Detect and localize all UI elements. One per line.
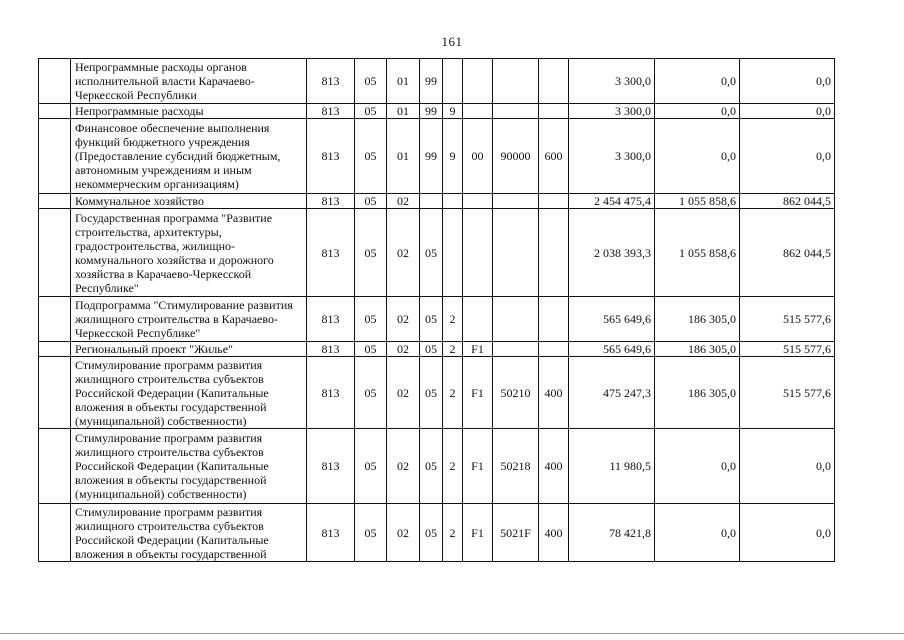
program-code-cell: 05	[420, 342, 443, 357]
amount-year3-cell: 0,0	[740, 59, 835, 104]
direction-code-cell: 90000	[493, 119, 539, 194]
row-index-cell	[39, 194, 71, 209]
amount-year2-cell: 0,0	[655, 504, 740, 562]
project-code-cell	[463, 209, 493, 297]
row-index-cell	[39, 104, 71, 119]
program-code-cell: 99	[420, 119, 443, 194]
amount-year1-cell: 78 421,8	[569, 504, 655, 562]
table-row	[39, 357, 835, 429]
program-code-cell: 05	[420, 504, 443, 562]
table-row	[39, 429, 835, 504]
item-name-cell: Подпрограмма "Стимулирование развития жилищного строительства в Карачаево-Черкесской Республике"	[71, 297, 307, 342]
subsection-code-cell: 02	[387, 209, 420, 297]
amount-year3-cell: 0,0	[740, 104, 835, 119]
ministry-code-cell: 813	[307, 59, 355, 104]
subprogram-code-cell: 9	[443, 119, 463, 194]
amount-year2-cell: 0,0	[655, 104, 740, 119]
subsection-code-cell: 02	[387, 357, 420, 429]
amount-year2-cell: 0,0	[655, 119, 740, 194]
subprogram-code-cell: 2	[443, 357, 463, 429]
ministry-code-cell: 813	[307, 209, 355, 297]
project-code-cell	[463, 194, 493, 209]
item-name-cell: Финансовое обеспечение выполнения функций бюджетного учреждения (Предоставление субсидий бюджетным, автономным учреждениям и иным некоммерческим организациям)	[71, 119, 307, 194]
item-name-cell: Стимулирование программ развития жилищного строительства субъектов Российской Федерации (Капитальные вложения в объекты государственной	[71, 504, 307, 562]
direction-code-cell: 50218	[493, 429, 539, 504]
ministry-code-cell: 813	[307, 357, 355, 429]
subprogram-code-cell: 2	[443, 429, 463, 504]
program-code-cell: 05	[420, 297, 443, 342]
direction-code-cell	[493, 104, 539, 119]
amount-year3-cell: 0,0	[740, 504, 835, 562]
direction-code-cell: 5021F	[493, 504, 539, 562]
table-row	[39, 59, 835, 104]
direction-code-cell	[493, 342, 539, 357]
direction-code-cell	[493, 209, 539, 297]
project-code-cell	[463, 59, 493, 104]
table-row	[39, 297, 835, 342]
project-code-cell	[463, 297, 493, 342]
row-index-cell	[39, 119, 71, 194]
subsection-code-cell: 01	[387, 59, 420, 104]
amount-year1-cell: 565 649,6	[569, 342, 655, 357]
item-name-cell: Непрограммные расходы	[71, 104, 307, 119]
amount-year2-cell: 1 055 858,6	[655, 209, 740, 297]
project-code-cell: F1	[463, 342, 493, 357]
expense-type-cell	[539, 59, 569, 104]
expense-type-cell: 400	[539, 357, 569, 429]
ministry-code-cell: 813	[307, 297, 355, 342]
amount-year2-cell: 186 305,0	[655, 357, 740, 429]
item-name-cell: Государственная программа "Развитие строительства, архитектуры, градостроительства, жилищно-коммунального хозяйства и дорожного хозяйства в Карачаево-Черкесской Республике"	[71, 209, 307, 297]
row-index-cell	[39, 59, 71, 104]
expense-type-cell	[539, 194, 569, 209]
table-row	[39, 504, 835, 562]
amount-year3-cell: 0,0	[740, 119, 835, 194]
item-name-cell: Региональный проект "Жилье"	[71, 342, 307, 357]
amount-year1-cell: 475 247,3	[569, 357, 655, 429]
amount-year2-cell: 186 305,0	[655, 342, 740, 357]
item-name-cell: Стимулирование программ развития жилищного строительства субъектов Российской Федерации (Капитальные вложения в объекты государственной (муниципальной) собственности)	[71, 429, 307, 504]
table-row	[39, 342, 835, 357]
table-row	[39, 119, 835, 194]
item-name-cell: Непрограммные расходы органов исполнительной власти Карачаево-Черкесской Республики	[71, 59, 307, 104]
project-code-cell: 00	[463, 119, 493, 194]
page-bottom-edge	[0, 633, 904, 634]
program-code-cell	[420, 194, 443, 209]
amount-year1-cell: 11 980,5	[569, 429, 655, 504]
amount-year1-cell: 3 300,0	[569, 104, 655, 119]
subprogram-code-cell: 9	[443, 104, 463, 119]
section-code-cell: 05	[355, 504, 387, 562]
row-index-cell	[39, 429, 71, 504]
expense-type-cell: 600	[539, 119, 569, 194]
row-index-cell	[39, 357, 71, 429]
subsection-code-cell: 02	[387, 194, 420, 209]
amount-year2-cell: 0,0	[655, 429, 740, 504]
section-code-cell: 05	[355, 209, 387, 297]
ministry-code-cell: 813	[307, 104, 355, 119]
amount-year3-cell: 515 577,6	[740, 342, 835, 357]
section-code-cell: 05	[355, 357, 387, 429]
subsection-code-cell: 02	[387, 429, 420, 504]
expense-type-cell	[539, 104, 569, 119]
direction-code-cell: 50210	[493, 357, 539, 429]
subprogram-code-cell	[443, 59, 463, 104]
row-index-cell	[39, 342, 71, 357]
section-code-cell: 05	[355, 119, 387, 194]
program-code-cell: 05	[420, 357, 443, 429]
amount-year3-cell: 862 044,5	[740, 209, 835, 297]
expense-type-cell: 400	[539, 504, 569, 562]
amount-year3-cell: 515 577,6	[740, 297, 835, 342]
expense-type-cell: 400	[539, 429, 569, 504]
subsection-code-cell: 02	[387, 297, 420, 342]
subprogram-code-cell: 2	[443, 342, 463, 357]
expense-type-cell	[539, 209, 569, 297]
amount-year1-cell: 565 649,6	[569, 297, 655, 342]
section-code-cell: 05	[355, 429, 387, 504]
table-row	[39, 194, 835, 209]
project-code-cell	[463, 104, 493, 119]
program-code-cell: 99	[420, 59, 443, 104]
item-name-cell: Стимулирование программ развития жилищного строительства субъектов Российской Федерации (Капитальные вложения в объекты государственной (муниципальной) собственности)	[71, 357, 307, 429]
page-number: 161	[441, 34, 463, 49]
item-name-cell: Коммунальное хозяйство	[71, 194, 307, 209]
direction-code-cell	[493, 297, 539, 342]
amount-year1-cell: 3 300,0	[569, 119, 655, 194]
section-code-cell: 05	[355, 59, 387, 104]
program-code-cell: 99	[420, 104, 443, 119]
row-index-cell	[39, 209, 71, 297]
amount-year2-cell: 186 305,0	[655, 297, 740, 342]
project-code-cell: F1	[463, 429, 493, 504]
section-code-cell: 05	[355, 194, 387, 209]
amount-year2-cell: 0,0	[655, 59, 740, 104]
table-row	[39, 209, 835, 297]
ministry-code-cell: 813	[307, 504, 355, 562]
direction-code-cell	[493, 194, 539, 209]
direction-code-cell	[493, 59, 539, 104]
section-code-cell: 05	[355, 104, 387, 119]
row-index-cell	[39, 297, 71, 342]
program-code-cell: 05	[420, 429, 443, 504]
subprogram-code-cell	[443, 194, 463, 209]
ministry-code-cell: 813	[307, 342, 355, 357]
subsection-code-cell: 02	[387, 504, 420, 562]
subprogram-code-cell: 2	[443, 297, 463, 342]
amount-year3-cell: 862 044,5	[740, 194, 835, 209]
program-code-cell: 05	[420, 209, 443, 297]
project-code-cell: F1	[463, 357, 493, 429]
amount-year2-cell: 1 055 858,6	[655, 194, 740, 209]
expense-type-cell	[539, 297, 569, 342]
subsection-code-cell: 01	[387, 104, 420, 119]
section-code-cell: 05	[355, 342, 387, 357]
subsection-code-cell: 02	[387, 342, 420, 357]
amount-year1-cell: 3 300,0	[569, 59, 655, 104]
table-body	[39, 59, 835, 562]
ministry-code-cell: 813	[307, 119, 355, 194]
row-index-cell	[39, 504, 71, 562]
table-row	[39, 104, 835, 119]
section-code-cell: 05	[355, 297, 387, 342]
amount-year1-cell: 2 038 393,3	[569, 209, 655, 297]
subprogram-code-cell	[443, 209, 463, 297]
subsection-code-cell: 01	[387, 119, 420, 194]
amount-year3-cell: 515 577,6	[740, 357, 835, 429]
ministry-code-cell: 813	[307, 429, 355, 504]
amount-year1-cell: 2 454 475,4	[569, 194, 655, 209]
expense-type-cell	[539, 342, 569, 357]
amount-year3-cell: 0,0	[740, 429, 835, 504]
ministry-code-cell: 813	[307, 194, 355, 209]
project-code-cell: F1	[463, 504, 493, 562]
budget-table	[38, 58, 835, 562]
subprogram-code-cell: 2	[443, 504, 463, 562]
